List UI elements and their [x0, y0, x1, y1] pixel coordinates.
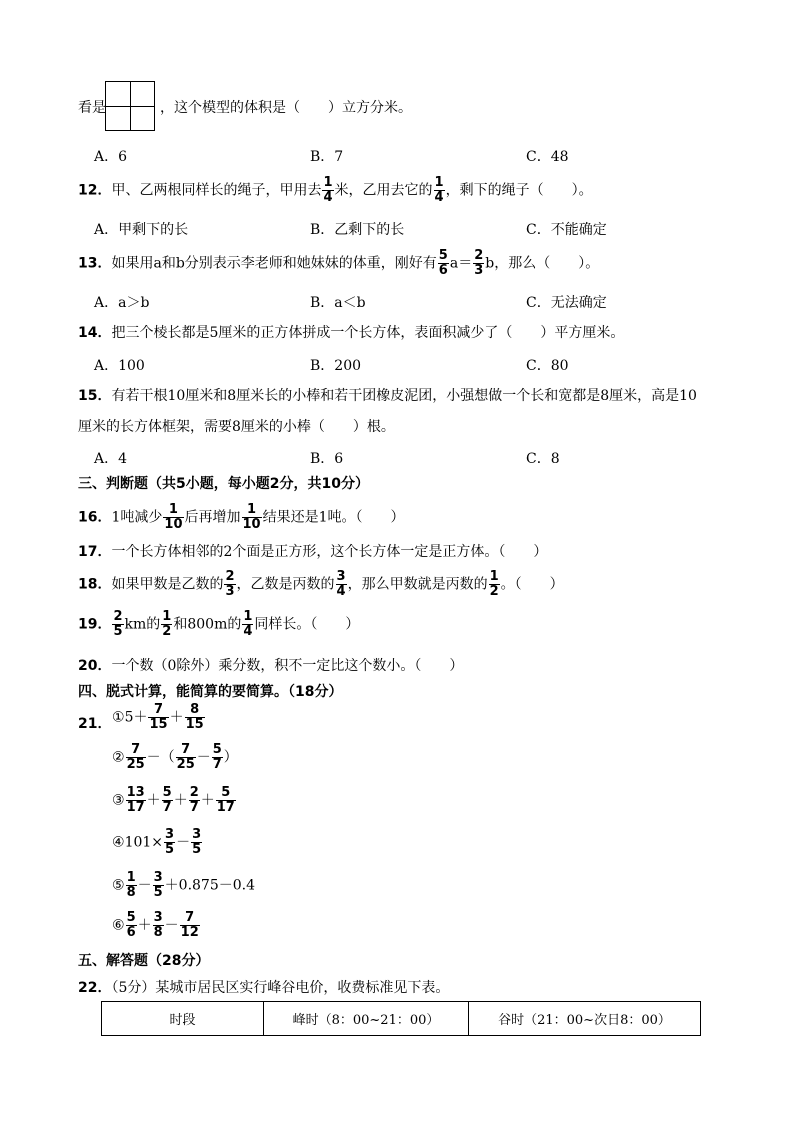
fraction: $\frac{3}{5}$	[192, 827, 202, 857]
fraction: $\frac{8}{15}$	[185, 702, 204, 732]
fraction: $\frac{3}{4}$	[336, 569, 346, 599]
q12-text-2: 米，乙用去它的	[334, 182, 433, 199]
q12-option-a[interactable]: A．甲剩下的长	[94, 222, 189, 238]
fraction: $\frac{7}{25}$	[126, 742, 145, 772]
q11-option-c[interactable]: C．48	[526, 149, 569, 165]
q14-option-b[interactable]: B．200	[310, 358, 362, 374]
table-header-valley: 谷时（21：00~次日8：00）	[469, 1002, 701, 1036]
question-number: 18．	[78, 576, 112, 593]
q11-prefix: 看是	[78, 100, 106, 116]
q13-text-2: a＝	[449, 255, 473, 272]
fraction: $\frac{1}{10}$	[164, 502, 183, 532]
q15-option-c[interactable]: C．8	[526, 451, 560, 467]
fraction: $\frac{1}{10}$	[242, 502, 261, 532]
expression-3: ③ $\frac{13}{17}$ ＋ $\frac{5}{7}$ ＋ $\frac{2}{7}$ ＋ $\frac{5}{17}$	[112, 785, 235, 815]
electricity-price-table	[101, 1001, 701, 1036]
fraction: $\frac{5}{6}$	[126, 910, 136, 940]
q11-option-a[interactable]: A．6	[94, 149, 128, 165]
question-number: 17．	[78, 544, 112, 560]
q11-option-b[interactable]: B．7	[310, 149, 344, 165]
fraction: $\frac{1}{4}$	[323, 175, 333, 205]
fraction: $\frac{7}{15}$	[149, 702, 168, 732]
question-number: 14．	[78, 325, 112, 341]
fraction: $\frac{2}{3}$	[474, 248, 484, 278]
q13-text-1: 如果用a和b分别表示李老师和她妹妹的体重，刚好有	[111, 255, 437, 272]
question-12	[78, 176, 593, 205]
q13-option-b[interactable]: B．a＜b	[310, 295, 366, 311]
q13-option-a[interactable]: A．a＞b	[94, 295, 150, 311]
q11-text: ，这个模型的体积是（ ）立方分米。	[160, 100, 412, 116]
fraction: $\frac{1}{8}$	[126, 870, 136, 900]
question-number: 20．	[78, 658, 112, 674]
question-number: 21．	[78, 716, 112, 732]
question-13	[78, 249, 599, 278]
fraction: $\frac{7}{25}$	[176, 742, 195, 772]
q14-option-c[interactable]: C．80	[526, 358, 569, 374]
q12-option-b[interactable]: B．乙剩下的长	[310, 222, 405, 238]
expression-5: ⑤ $\frac{1}{8}$ － $\frac{3}{5}$ ＋0.875－0.4	[112, 870, 255, 900]
question-15-line1	[78, 385, 697, 405]
fraction: $\frac{3}{8}$	[153, 910, 163, 940]
fraction: $\frac{2}{7}$	[189, 785, 199, 815]
section-heading-5: 五、解答题（28分）	[78, 953, 210, 969]
q14-text: 把三个棱长都是5厘米的正方体拼成一个长方体，表面积减少了（ ）平方厘米。	[111, 325, 625, 341]
fraction: $\frac{1}{4}$	[243, 609, 253, 639]
expression-6: ⑥ $\frac{5}{6}$ ＋ $\frac{3}{8}$ － $\frac{7}{12}$	[112, 910, 199, 940]
expression-4: ④101× $\frac{3}{5}$ － $\frac{3}{5}$	[112, 827, 202, 857]
question-number: 13．	[78, 255, 112, 272]
fraction: $\frac{5}{17}$	[216, 785, 235, 815]
table-header-peak: 峰时（8：00~21：00）	[264, 1002, 469, 1036]
fraction: $\frac{13}{17}$	[126, 785, 145, 815]
q12-option-c[interactable]: C．不能确定	[526, 222, 607, 238]
fraction: $\frac{2}{5}$	[113, 609, 123, 639]
q14-option-a[interactable]: A．100	[94, 358, 145, 374]
q12-text-1: 甲、乙两根同样长的绳子，甲用去	[111, 182, 322, 199]
fraction: $\frac{7}{12}$	[180, 910, 199, 940]
question-16: 16．1吨减少 $\frac{1}{10}$ 后再增加 $\frac{1}{10}$ 结果还是1吨。（ ）	[78, 502, 405, 532]
fraction: $\frac{1}{2}$	[489, 569, 499, 599]
q15-text-1: 有若干根10厘米和8厘米长的小棒和若干团橡皮泥团，小强想做一个长和宽都是8厘米，高是10	[111, 388, 697, 404]
fraction: $\frac{5}{7}$	[162, 785, 172, 815]
question-number: 15．	[78, 388, 112, 404]
section-heading-4: 四、脱式计算，能简算的要简算。（18分）	[78, 684, 343, 700]
question-18: 18．如果甲数是乙数的 $\frac{2}{3}$ ，乙数是丙数的 $\frac{3}{4}$ ，那么甲数就是丙数的 $\frac{1}{2}$ 。（ ）	[78, 569, 564, 599]
fraction: $\frac{5}{7}$	[212, 742, 222, 772]
expression-2: ② $\frac{7}{25}$ －（ $\frac{7}{25}$ － $\frac{5}{7}$ ）	[112, 742, 238, 772]
question-number: 16．	[78, 509, 112, 526]
fraction: $\frac{3}{5}$	[153, 870, 163, 900]
fraction: $\frac{1}{4}$	[434, 175, 444, 205]
question-number: 19．	[78, 616, 112, 633]
question-14	[78, 322, 624, 342]
cube-model-figure	[105, 81, 155, 131]
fraction: $\frac{3}{5}$	[165, 827, 175, 857]
expression-1: ①5＋ $\frac{7}{15}$ ＋ $\frac{8}{15}$	[112, 702, 204, 732]
question-22: 22．（5分）某城市居民区实行峰谷电价，收费标准见下表。	[78, 980, 450, 996]
table-header-period: 时段	[102, 1002, 264, 1036]
q13-option-c[interactable]: C．无法确定	[526, 295, 607, 311]
q12-text-3: ，剩下的绳子（ ）。	[445, 182, 593, 199]
fraction: $\frac{5}{6}$	[438, 248, 448, 278]
question-17: 17．一个长方体相邻的2个面是正方形，这个长方体一定是正方体。（ ）	[78, 544, 548, 560]
question-15-line2: 厘米的长方体框架，需要8厘米的小棒（ ）根。	[78, 419, 395, 435]
question-20: 20．一个数（0除外）乘分数，积不一定比这个数小。（ ）	[78, 658, 464, 674]
section-heading-3: 三、判断题（共5小题，每小题2分，共10分）	[78, 476, 369, 492]
q15-option-a[interactable]: A．4	[94, 451, 128, 467]
question-19: 19． $\frac{2}{5}$ km的 $\frac{1}{2}$ 和800m的 $\frac{1}{4}$ 同样长。（ ）	[78, 609, 360, 639]
question-number: 12．	[78, 182, 112, 199]
question-number: 22．	[78, 980, 112, 996]
q13-text-3: b，那么（ ）。	[485, 255, 600, 272]
q15-option-b[interactable]: B．6	[310, 451, 344, 467]
fraction: $\frac{1}{2}$	[162, 609, 172, 639]
fraction: $\frac{2}{3}$	[225, 569, 235, 599]
